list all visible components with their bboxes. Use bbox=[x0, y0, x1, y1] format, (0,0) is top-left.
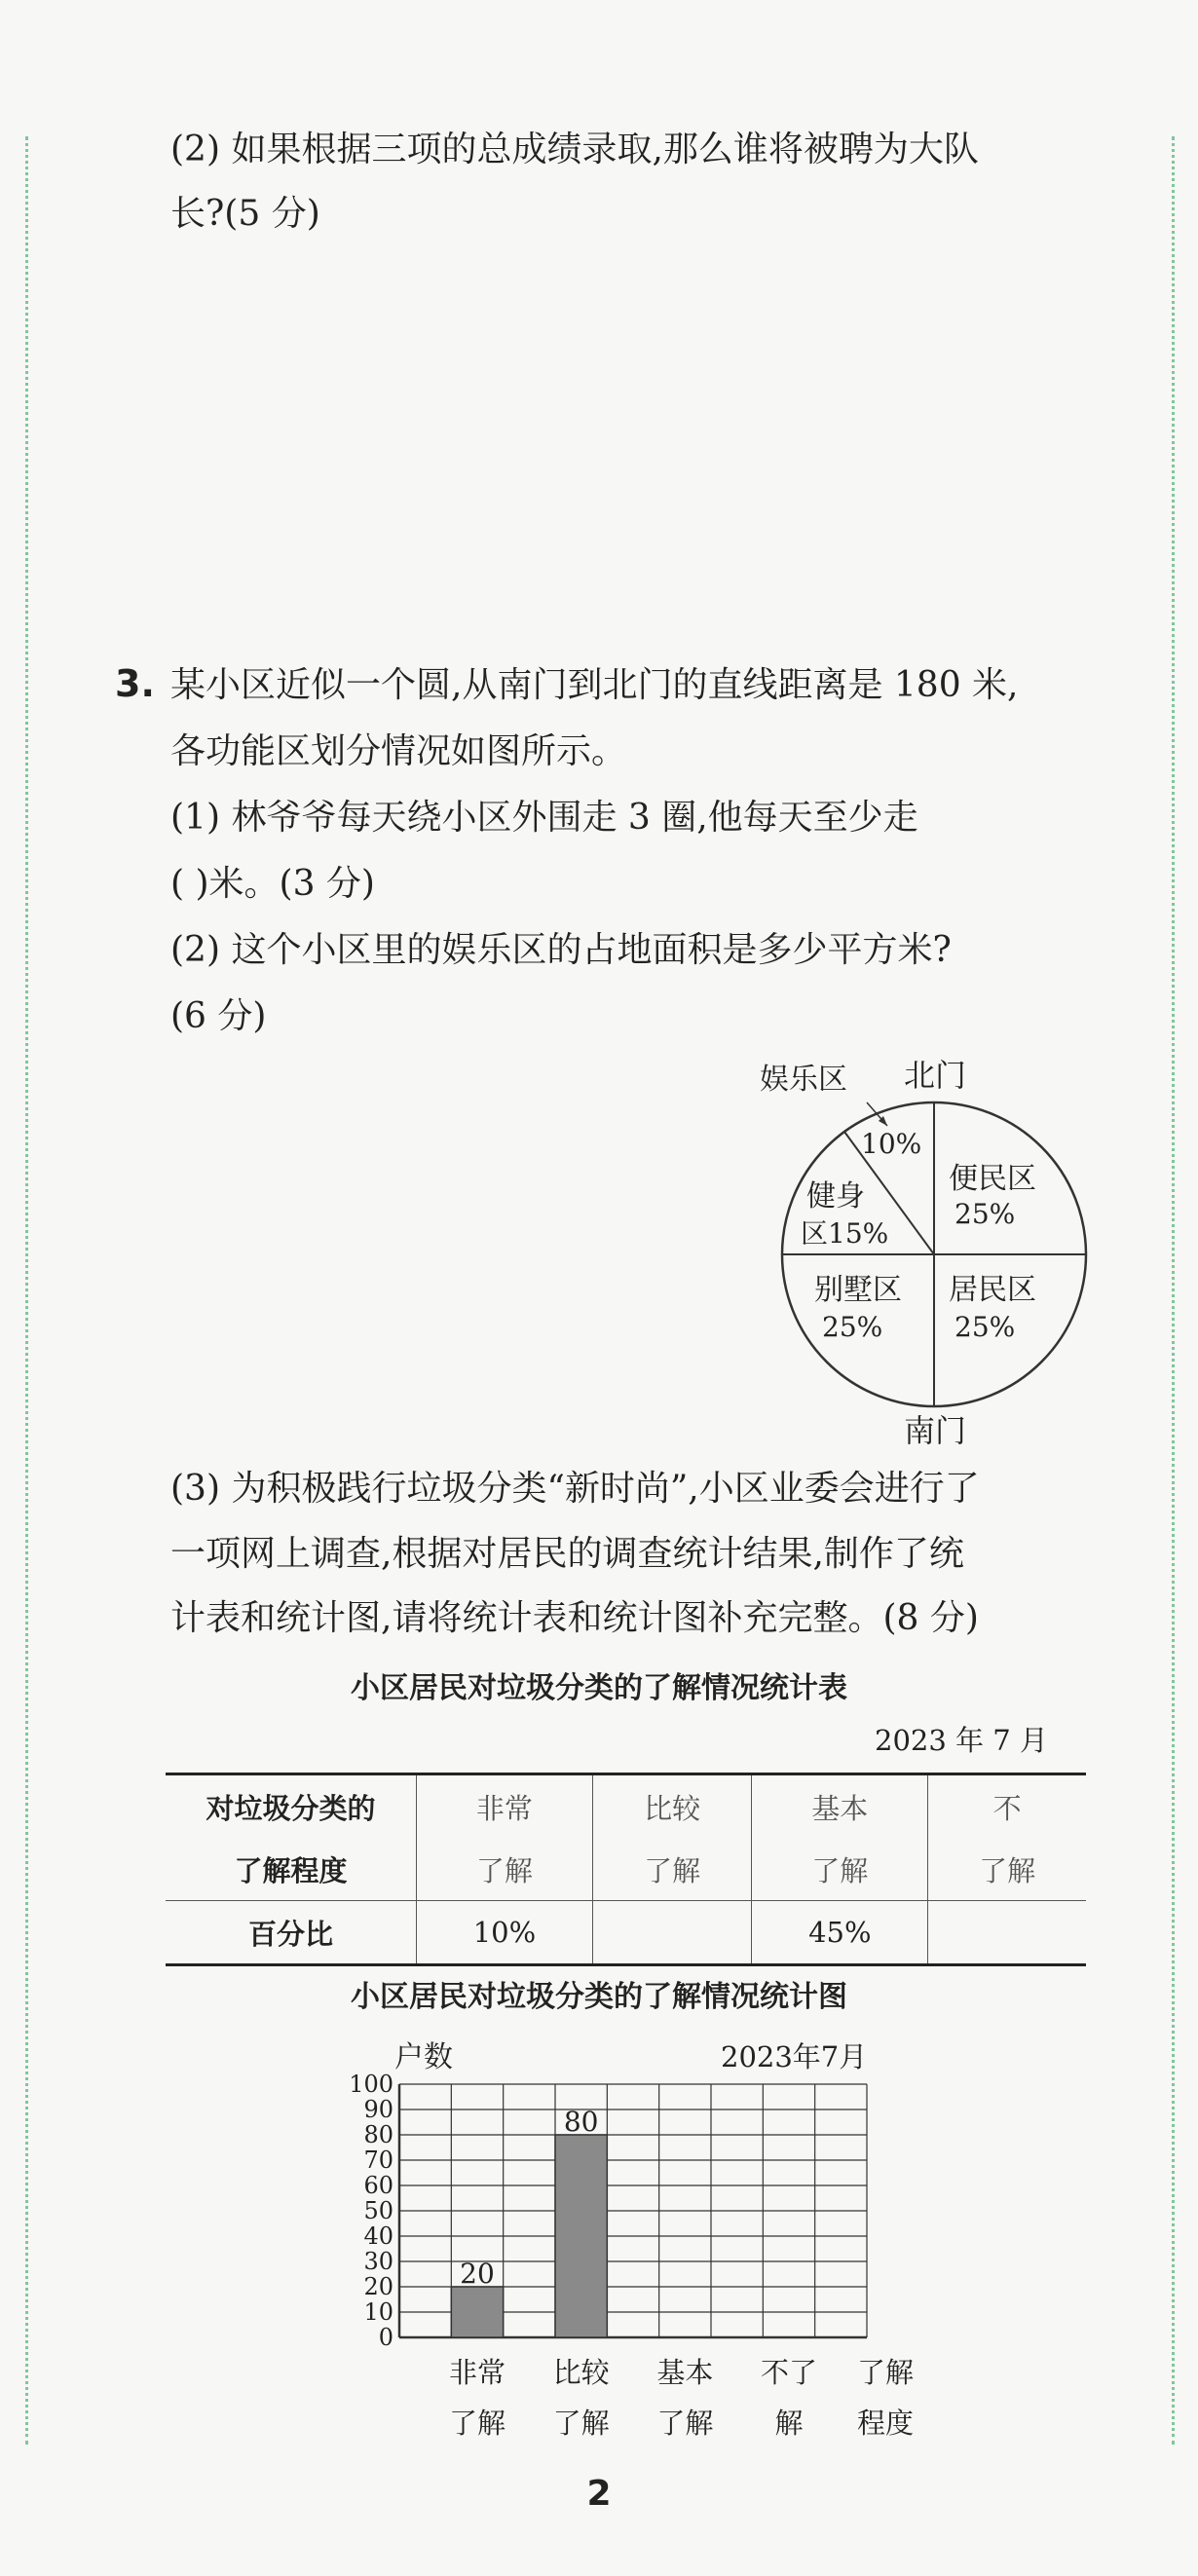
table-pct-1: 10% bbox=[417, 1901, 593, 1965]
q3-part2-line1: (2) 这个小区里的娱乐区的占地面积是多少平方米? bbox=[170, 930, 952, 970]
question-number: 3. bbox=[115, 662, 155, 705]
bar bbox=[555, 2135, 607, 2337]
area-pie-chart bbox=[760, 1052, 1110, 1461]
statistics-table bbox=[166, 1773, 1086, 1966]
table-col4-line2: 了解 bbox=[928, 1838, 1086, 1901]
q2-part2-line1: (2) 如果根据三项的总成绩录取,那么谁将被聘为大队 bbox=[170, 130, 979, 169]
table-col3-line1: 基本 bbox=[752, 1774, 928, 1839]
table-pct-2 bbox=[592, 1901, 752, 1965]
table-col1-line1: 非常 bbox=[417, 1774, 593, 1839]
y-tick-label: 80 bbox=[363, 2121, 393, 2148]
y-axis-label: 户数 bbox=[394, 2040, 453, 2074]
y-tick-label: 90 bbox=[363, 2096, 393, 2123]
table-col4-line1: 不 bbox=[928, 1774, 1086, 1839]
bar-chart-title: 小区居民对垃圾分类的了解情况统计图 bbox=[351, 1980, 847, 2014]
x-category-label-line2: 了解 bbox=[656, 2407, 714, 2440]
pie-label-bieshu: 别墅区 bbox=[814, 1273, 902, 1307]
table-title: 小区居民对垃圾分类的了解情况统计表 bbox=[351, 1671, 847, 1705]
q3-part3-line1: (3) 为积极践行垃圾分类“新时尚”,小区业委会进行了 bbox=[170, 1469, 980, 1509]
x-category-label-line2: 了解 bbox=[448, 2407, 506, 2440]
q3-part3-line3: 计表和统计图,请将统计表和统计图补充完整。(8 分) bbox=[170, 1598, 979, 1638]
q2-part2-line2: 长?(5 分) bbox=[170, 194, 320, 234]
q3-intro-line1: 某小区近似一个圆,从南门到北门的直线距离是 180 米, bbox=[170, 665, 1019, 705]
bar-value-label: 80 bbox=[563, 2106, 599, 2138]
x-axis-label-line2: 程度 bbox=[857, 2407, 915, 2440]
pie-label-bianmin: 便民区 bbox=[949, 1162, 1036, 1196]
table-date: 2023 年 7 月 bbox=[875, 1724, 1048, 1757]
q3-part1-line2: ( )米。(3 分) bbox=[170, 864, 375, 904]
pie-pct-yule: 10% bbox=[861, 1128, 922, 1160]
chart-date: 2023年7月 bbox=[721, 2040, 868, 2073]
y-tick-label: 40 bbox=[363, 2222, 393, 2250]
bar-value-label: 20 bbox=[460, 2258, 495, 2290]
pie-pct-jumin: 25% bbox=[955, 1311, 1016, 1343]
table-header-line2: 了解程度 bbox=[234, 1853, 348, 1887]
table-col2-line2: 了解 bbox=[592, 1838, 752, 1901]
right-margin-dotted-line bbox=[1172, 136, 1175, 2445]
table-header-line1: 对垃圾分类的 bbox=[166, 1774, 417, 1839]
y-tick-label: 60 bbox=[363, 2172, 393, 2199]
y-tick-label: 20 bbox=[363, 2273, 393, 2300]
y-tick-label: 100 bbox=[349, 2071, 393, 2098]
pie-label-jianshen-line1: 健身 bbox=[806, 1179, 865, 1213]
y-tick-label: 10 bbox=[363, 2298, 393, 2326]
table-col3-line2: 了解 bbox=[752, 1838, 928, 1901]
pie-pct-bianmin: 25% bbox=[955, 1198, 1016, 1230]
y-tick-label: 30 bbox=[363, 2248, 393, 2275]
pie-label-jianshen-line2: 区15% bbox=[801, 1217, 889, 1250]
q3-part3-line2: 一项网上调查,根据对居民的调查统计结果,制作了统 bbox=[170, 1534, 964, 1574]
table-pct-3: 45% bbox=[752, 1901, 928, 1965]
pie-label-north: 北门 bbox=[904, 1057, 967, 1094]
x-category-label-line1: 非常 bbox=[448, 2356, 506, 2389]
table-row-label: 百分比 bbox=[166, 1901, 417, 1965]
bar bbox=[451, 2287, 503, 2337]
y-tick-label: 0 bbox=[378, 2324, 393, 2351]
bar-chart bbox=[292, 2026, 955, 2454]
y-tick-label: 70 bbox=[363, 2147, 393, 2174]
x-category-label-line1: 不了 bbox=[760, 2356, 818, 2389]
left-margin-dotted-line bbox=[25, 136, 28, 2445]
pie-pct-bieshu: 25% bbox=[822, 1311, 883, 1343]
chart-bars bbox=[449, 2106, 817, 2440]
pie-label-jumin: 居民区 bbox=[949, 1273, 1036, 1307]
x-category-label-line2: 了解 bbox=[552, 2407, 610, 2440]
x-category-label-line1: 基本 bbox=[656, 2356, 714, 2389]
x-axis-label-line1: 了解 bbox=[857, 2356, 915, 2389]
pie-label-south: 南门 bbox=[904, 1412, 967, 1449]
table-pct-4 bbox=[928, 1901, 1086, 1965]
table-col1-line2: 了解 bbox=[417, 1838, 593, 1901]
x-category-label-line2: 解 bbox=[774, 2407, 804, 2440]
chart-grid bbox=[349, 2071, 867, 2351]
q3-part2-line2: (6 分) bbox=[170, 996, 267, 1036]
x-category-label-line1: 比较 bbox=[552, 2356, 610, 2389]
pie-label-yule: 娱乐区 bbox=[760, 1063, 847, 1097]
page-number: 2 bbox=[586, 2474, 612, 2514]
q3-intro-line2: 各功能区划分情况如图所示。 bbox=[170, 731, 627, 771]
q3-part1-line1: (1) 林爷爷每天绕小区外围走 3 圈,他每天至少走 bbox=[170, 798, 918, 838]
y-tick-label: 50 bbox=[363, 2197, 393, 2224]
table-col2-line1: 比较 bbox=[592, 1774, 752, 1839]
